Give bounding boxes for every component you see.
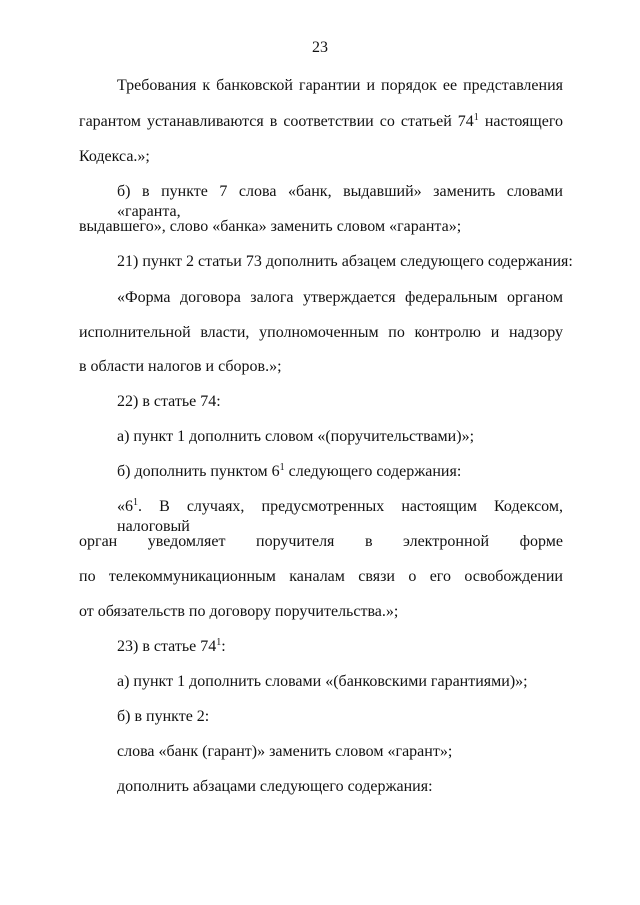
text-run: настоящего [478,113,563,130]
superscript: 1 [473,112,479,123]
paragraph-line: дополнить абзацами следующего содержания: [117,778,433,795]
superscript: 1 [216,637,222,648]
text-run: : [221,638,226,655]
page-number: 23 [312,39,328,56]
text-run: «6 [117,498,133,515]
paragraph-line: в области налогов и сборов.»; [79,358,282,375]
paragraph-line [117,637,563,657]
paragraph-line: 21) пункт 2 статьи 73 дополнить абзацем следующего содержания: [117,253,573,270]
paragraph-line: б) в пункте 2: [117,708,210,725]
text-run: б) дополнить пунктом 6 [117,463,280,480]
paragraph-line: 22) в статье 74: [117,393,221,410]
paragraph-line: а) пункт 1 дополнить словами «(банковскими гарантиями)»; [117,673,528,690]
superscript: 1 [133,497,138,508]
paragraph-line [117,462,563,482]
paragraph-line: выдавшего», слово «банка» заменить словом «гаранта»; [79,218,462,235]
text-run: следующего содержания: [284,463,462,480]
paragraph-line: орган уведомляет поручителя в электронной форме [79,533,563,550]
text-run: гарантом устанавливаются в соответствии со статьей 74 [79,113,474,130]
paragraph-line: по телекоммуникационным каналам связи о его освобождении [79,568,563,585]
paragraph-line [79,112,563,132]
paragraph-line: исполнительной власти, уполномоченным по контролю и надзору [79,324,563,341]
paragraph-line: Требования к банковской гарантии и порядок ее представления [117,77,563,94]
text-run: . В случаях, предусмотренных настоящим Кодексом, налоговый [117,498,563,535]
superscript: 1 [279,462,285,473]
paragraph-line: а) пункт 1 дополнить словом «(поручительствами)»; [117,428,475,445]
paragraph-line: б) в пункте 7 слова «банк, выдавший» заменить словами «гаранта, [117,183,563,220]
paragraph-line: Кодекса.»; [79,148,150,165]
text-run: 23) в статье 74 [117,638,217,655]
paragraph-line [117,497,563,535]
paragraph-line: «Форма договора залога утверждается федеральным органом [117,289,563,306]
paragraph-line: от обязательств по договору поручительства.»; [79,603,399,620]
paragraph-line: слова «банк (гарант)» заменить словом «гарант»; [117,743,453,760]
